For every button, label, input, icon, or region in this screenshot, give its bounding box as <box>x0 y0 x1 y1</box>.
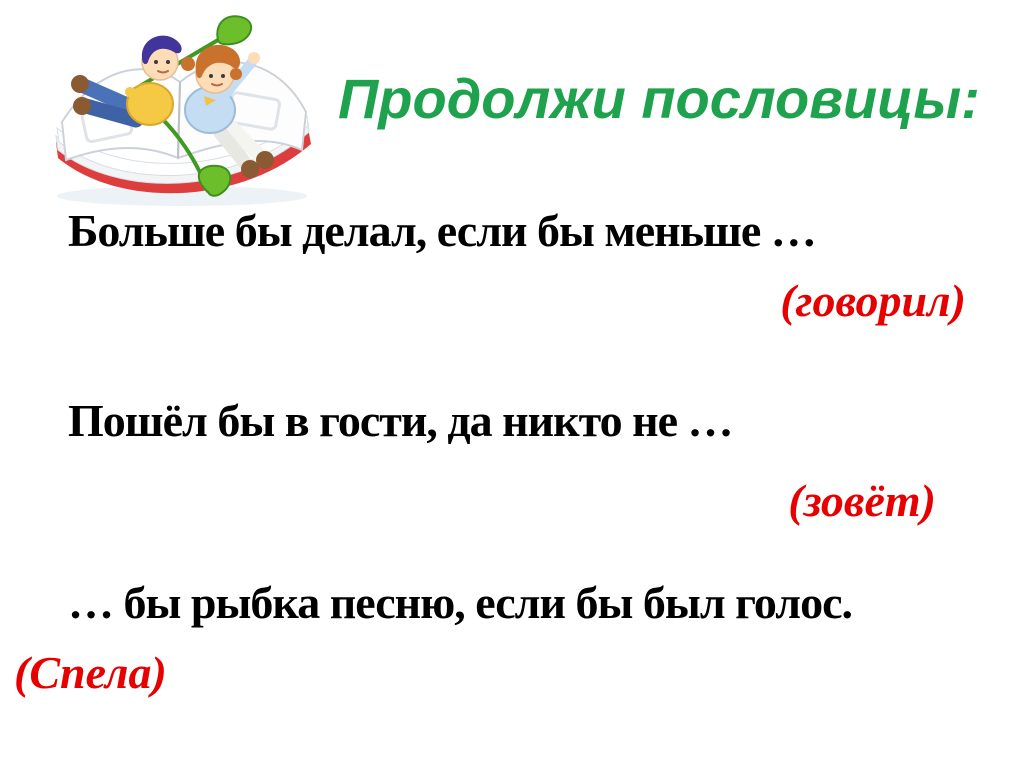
kids-on-flying-book-illustration <box>22 0 340 218</box>
girl-eye-1 <box>209 74 213 78</box>
proverb-line-3: … бы рыбка песню, если бы был голос. <box>68 577 852 628</box>
girl-shoe-2 <box>241 160 259 178</box>
proverb-answer-3: (Спела) <box>14 647 167 698</box>
slide-title: Продолжи пословицы: <box>338 67 980 130</box>
proverb-line-1: Больше бы делал, если бы меньше … <box>68 205 816 256</box>
boy-eye-1 <box>154 60 158 64</box>
girl-hair-curl-1 <box>181 57 195 71</box>
boy-shoe-2 <box>73 97 91 115</box>
boy-arm <box>130 92 140 96</box>
proverb-answer-2: (зовёт) <box>788 475 936 526</box>
proverb-answer-1: (говорил) <box>780 275 966 326</box>
boy-shoe-1 <box>71 75 89 93</box>
girl-hand <box>248 52 260 64</box>
girl-hair-curl-2 <box>230 68 242 80</box>
boy-eye-2 <box>166 60 170 64</box>
girl-shoe-1 <box>256 151 274 169</box>
girl-eye-2 <box>221 74 225 78</box>
proverb-line-2: Пошёл бы в гости, да никто не … <box>68 395 733 446</box>
leaf-top <box>217 16 251 44</box>
